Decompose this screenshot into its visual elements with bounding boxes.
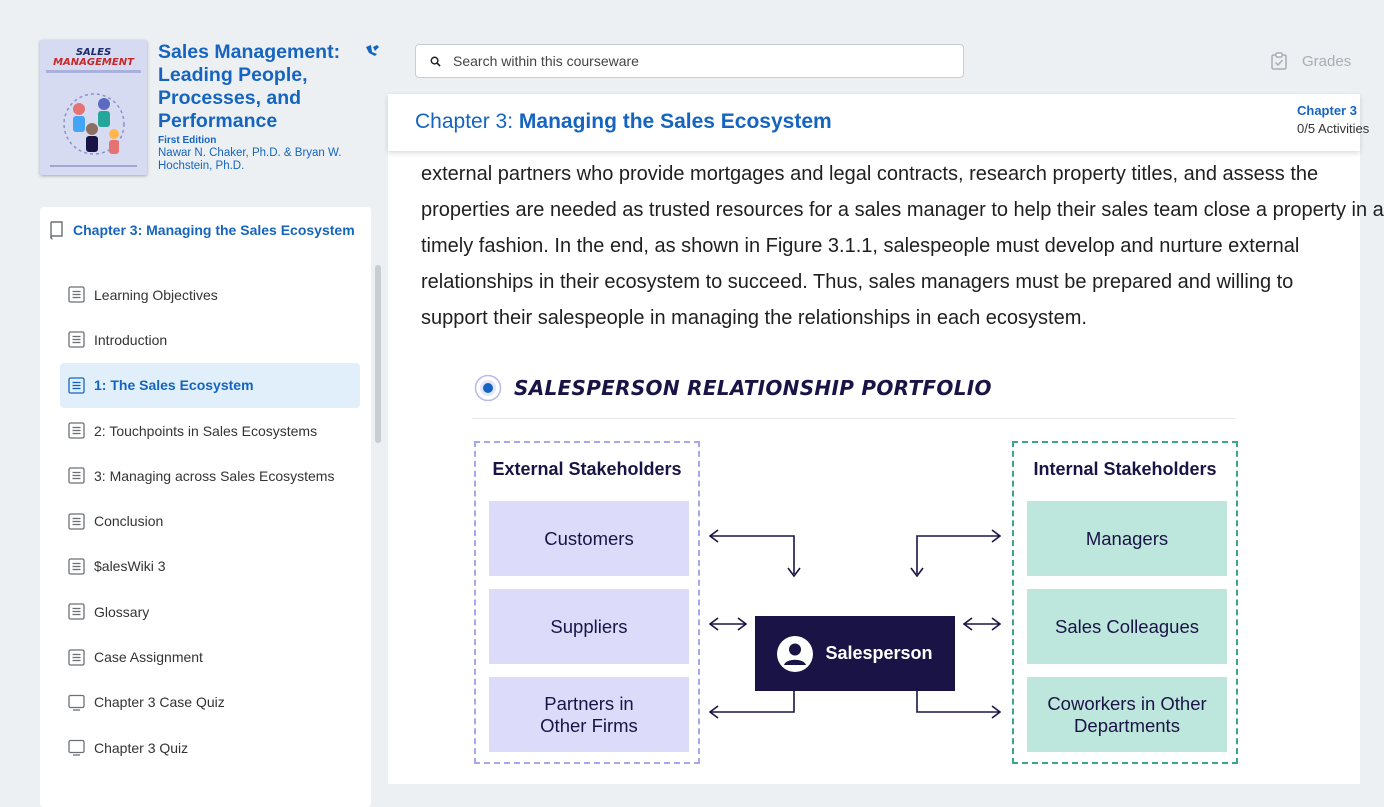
toc-item[interactable] [60, 498, 360, 543]
connector-arrows [472, 370, 1238, 770]
book-edition: First Edition [158, 135, 217, 146]
user-icon [777, 636, 813, 672]
book-title[interactable]: Sales Management: Leading People, Processes, and Performance [158, 41, 341, 132]
chapter-prefix: Chapter 3: [415, 110, 519, 133]
document-icon [68, 331, 85, 348]
toc-item-label: Case Assignment [94, 649, 203, 666]
cover-title: SALES MANAGEMENT [53, 47, 134, 68]
salesperson-box [755, 616, 955, 691]
external-stakeholders-title: External Stakeholders [492, 459, 682, 479]
book-icon [48, 221, 64, 239]
toc-item-label: Introduction [94, 331, 168, 348]
top-bar [388, 28, 1360, 94]
grades-button[interactable] [1270, 52, 1351, 70]
toc-item[interactable] [60, 272, 360, 317]
document-icon [68, 649, 85, 666]
body-line: external partners who provide mortgages and legal contracts, research property titles, and assess the [421, 163, 1319, 185]
search-box[interactable] [415, 44, 964, 78]
document-icon [68, 467, 85, 484]
stakeholder-box: Customers [489, 501, 689, 576]
main-content [388, 28, 1384, 784]
chapter-progress-count: 0/5 Activities [1297, 121, 1370, 136]
body-line: timely fashion. In the end, as shown in Figure 3.1.1, salespeople must develop and nurture external [421, 235, 1300, 257]
stakeholder-box: Suppliers [489, 589, 689, 664]
toc-item-label: $alesWiki 3 [94, 558, 166, 575]
toc-item[interactable] [60, 725, 360, 770]
search-input[interactable] [453, 53, 933, 69]
document-icon [68, 513, 85, 530]
chapter-name: Managing the Sales Ecosystem [518, 110, 832, 133]
toc-item[interactable] [60, 544, 360, 589]
document-icon [68, 558, 85, 575]
document-icon [68, 286, 85, 303]
toc-item-label: 1: The Sales Ecosystem [94, 377, 254, 394]
body-line: properties are needed as trusted resources for a sales manager to help their sales team close a property in a [421, 199, 1384, 221]
toc-item-label: Learning Objectives [94, 286, 218, 303]
clipboard-check-icon [1270, 52, 1288, 70]
body-paragraph [421, 156, 1384, 336]
toc-chapter-header[interactable] [48, 221, 355, 239]
search-icon [430, 56, 441, 67]
toc-item[interactable] [60, 408, 360, 453]
toc-item-label: Conclusion [94, 513, 164, 530]
sidebar [0, 28, 388, 784]
chapter-title [415, 110, 832, 134]
chapter-bar [388, 94, 1370, 151]
document-icon [68, 603, 85, 620]
relationship-portfolio-figure [472, 370, 1238, 770]
toc-item[interactable] [60, 317, 360, 362]
toc-item-label: Glossary [94, 603, 150, 620]
toc-scrollbar[interactable] [375, 265, 381, 443]
document-icon [68, 377, 85, 394]
quiz-icon [68, 694, 85, 711]
toc-item-label: Chapter 3 Case Quiz [94, 694, 225, 711]
salesperson-label: Salesperson [825, 643, 933, 663]
toc-item-label: 2: Touchpoints in Sales Ecosystems [94, 422, 318, 439]
stakeholder-box: Managers [1027, 501, 1227, 576]
stakeholder-box: Coworkers in Other Departments [1027, 677, 1227, 752]
toc-item-label: 3: Managing across Sales Ecosystems [94, 467, 335, 484]
toc-item[interactable] [60, 680, 360, 725]
stakeholder-box: Partners in Other Firms [489, 677, 689, 752]
toc-header-label: Chapter 3: Managing the Sales Ecosystem [73, 222, 355, 238]
body-line: support their salespeople in managing the relationships in each ecosystem. [421, 307, 1087, 329]
figure-title: SALESPERSON RELATIONSHIP PORTFOLIO [514, 376, 992, 400]
edit-icon[interactable] [364, 44, 380, 60]
book-cover[interactable] [40, 40, 147, 175]
toc-list [60, 272, 360, 770]
stakeholder-box: Sales Colleagues [1027, 589, 1227, 664]
grades-label: Grades [1302, 52, 1352, 70]
toc-item[interactable] [60, 589, 360, 634]
toc-item[interactable] [60, 634, 360, 679]
table-of-contents [40, 207, 371, 807]
internal-stakeholders-title: Internal Stakeholders [1033, 459, 1217, 479]
cover-illustration [54, 84, 134, 164]
quiz-icon [68, 739, 85, 756]
book-authors: Nawar N. Chaker, Ph.D. & Bryan W. Hochstein, Ph.D. [158, 147, 342, 172]
toc-item[interactable] [60, 453, 360, 498]
toc-item-label: Chapter 3 Quiz [94, 739, 189, 756]
chapter-progress[interactable] [1297, 102, 1369, 138]
chapter-progress-title: Chapter 3 [1297, 103, 1357, 118]
body-line: relationships in their ecosystem to succeed. Thus, sales managers must be prepared and willing to [421, 271, 1294, 293]
book-info [40, 40, 380, 178]
toc-item[interactable] [60, 363, 360, 408]
document-icon [68, 422, 85, 439]
